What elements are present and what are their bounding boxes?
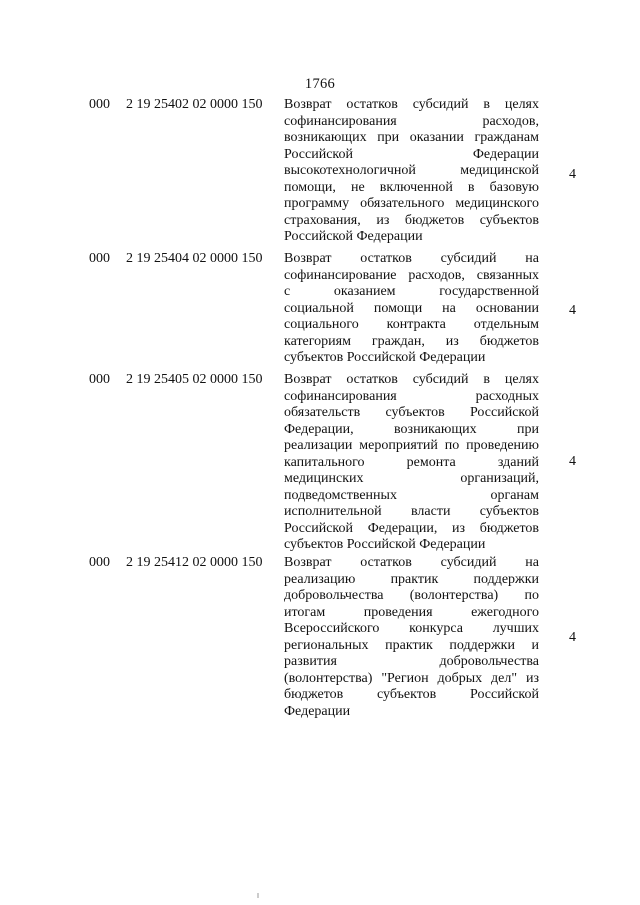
description-line: исполнительной власти субъектов bbox=[284, 504, 539, 519]
description-line: субъектов Российской Федерации bbox=[284, 537, 486, 552]
description-line: обязательств субъектов Российской bbox=[284, 405, 539, 420]
description-line: Российской Федерации bbox=[284, 229, 423, 244]
description-line: реализацию практик поддержки bbox=[284, 571, 539, 587]
description-line: медицинских организаций, bbox=[284, 471, 539, 486]
description-line: высокотехнологичной медицинской bbox=[284, 163, 539, 178]
admin-code: 000 bbox=[89, 97, 110, 112]
kbk-code: 2 19 25402 02 0000 150 bbox=[126, 97, 263, 112]
description-line: развития добровольчества bbox=[284, 654, 539, 669]
description-line: добровольчества (волонтерства) по bbox=[284, 588, 539, 603]
type-code: 4 bbox=[569, 630, 576, 645]
page-number: 1766 bbox=[304, 76, 336, 92]
description-line: Всероссийского конкурса лучших bbox=[284, 621, 539, 636]
description-line: Федерации, возникающих при bbox=[284, 421, 539, 437]
scan-mark bbox=[257, 893, 259, 898]
row-description bbox=[284, 372, 539, 554]
description-line: возникающих при оказании гражданам bbox=[284, 130, 539, 145]
description-line: программу обязательного медицинского bbox=[284, 196, 539, 211]
row-description bbox=[284, 251, 539, 367]
description-line: страхования, из бюджетов субъектов bbox=[284, 212, 539, 228]
admin-code: 000 bbox=[89, 555, 110, 570]
description-line: софинансирования расходов, bbox=[284, 113, 539, 129]
description-line: софинансирования расходных bbox=[284, 388, 539, 404]
row-description bbox=[284, 555, 539, 720]
description-line: социальной помощи на основании bbox=[284, 300, 539, 316]
description-line: социального контракта отдельным bbox=[284, 317, 539, 332]
description-line: реализации мероприятий по проведению bbox=[284, 438, 539, 453]
description-line: субъектов Российской Федерации bbox=[284, 350, 486, 365]
description-line: Российской Федерации bbox=[284, 146, 539, 162]
description-line: бюджетов субъектов Российской bbox=[284, 687, 539, 702]
kbk-code: 2 19 25405 02 0000 150 bbox=[126, 372, 263, 387]
description-line: софинансирование расходов, связанных bbox=[284, 267, 539, 283]
description-line: региональных практик поддержки и bbox=[284, 637, 539, 653]
kbk-code: 2 19 25412 02 0000 150 bbox=[126, 555, 263, 570]
description-line: итогам проведения ежегодного bbox=[284, 604, 539, 620]
description-line: капитального ремонта зданий bbox=[284, 454, 539, 470]
description-line: Возврат остатков субсидий на bbox=[284, 555, 539, 570]
description-line: Возврат остатков субсидий в целях bbox=[284, 372, 539, 387]
admin-code: 000 bbox=[89, 372, 110, 387]
type-code: 4 bbox=[569, 303, 576, 318]
description-line: (волонтерства) "Регион добрых дел" из bbox=[284, 670, 539, 686]
type-code: 4 bbox=[569, 167, 576, 182]
admin-code: 000 bbox=[89, 251, 110, 266]
type-code: 4 bbox=[569, 454, 576, 469]
description-line: Федерации bbox=[284, 703, 351, 719]
description-line: с оказанием государственной bbox=[284, 284, 539, 299]
description-line: категориям граждан, из бюджетов bbox=[284, 333, 539, 349]
description-line: Возврат остатков субсидий на bbox=[284, 251, 539, 266]
kbk-code: 2 19 25404 02 0000 150 bbox=[126, 251, 263, 266]
row-description bbox=[284, 97, 539, 246]
description-line: Российской Федерации, из бюджетов bbox=[284, 520, 539, 536]
description-line: помощи, не включенной в базовую bbox=[284, 179, 539, 195]
description-line: подведомственных органам bbox=[284, 487, 539, 503]
description-line: Возврат остатков субсидий в целях bbox=[284, 97, 539, 112]
